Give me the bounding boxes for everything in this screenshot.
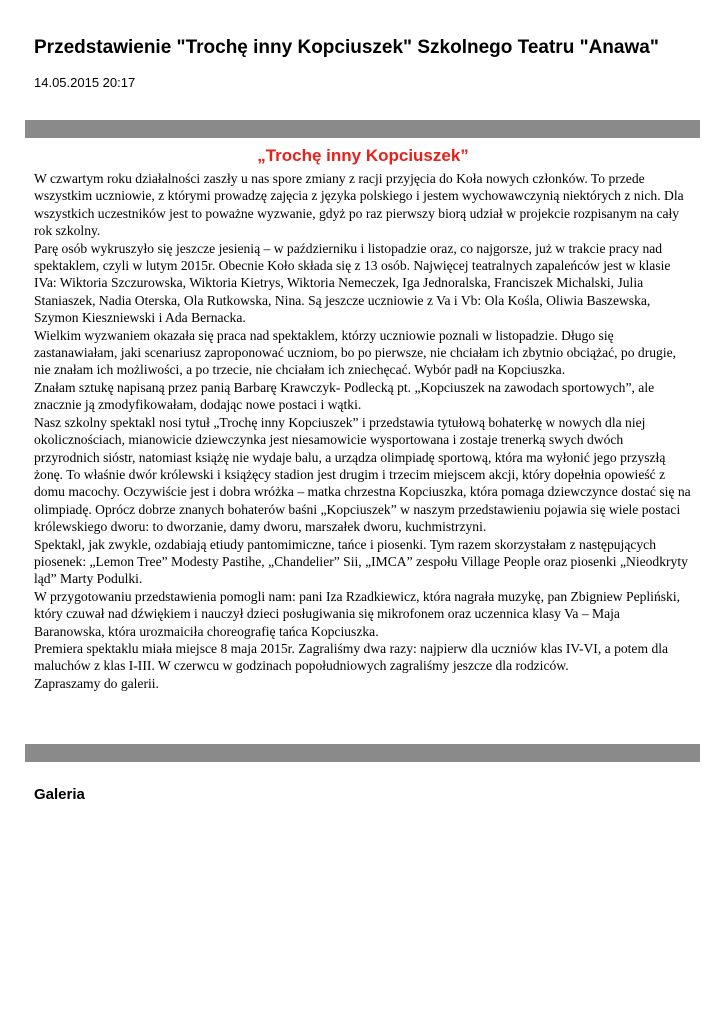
article-paragraph: Nasz szkolny spektakl nosi tytuł „Trochę inny Kopciuszek” i przedstawia tytułową bohaterkę w nowych dla niej okolicznościach, mianowicie dziewczynka jest niesamowicie wysportowana i zostaje trenerką swych dwóch przyrodnich sióstr, natomiast książę nie wydaje balu, a urządza olimpiadę sportową, która ma wyłonić jego przyszłą żonę. To właśnie dwór królewski i książęcy stadion jest drugim i trzecim miejscem akcji, który dopełnia opowieść z domu macochy. Oczywiście jest i dobra wróżka – matka chrzestna Kopciuszka, która pomaga dziewczynce dostać się na olimpiadę. Oprócz dobrze znanych bohaterów baśni „Kopciuszek” w naszym przedstawieniu pojawia się wiele postaci królewskiego dworu: to dworzanie, damy dworu, marszałek dworu, kuchmistrzyni. xyxy=(34,414,691,535)
article-body xyxy=(34,170,692,692)
article-heading: „Trochę inny Kopciuszek” xyxy=(257,146,469,165)
article-paragraph: Zapraszamy do galerii. xyxy=(34,675,159,691)
publish-date: 14.05.2015 20:17 xyxy=(34,75,136,90)
separator-bar xyxy=(25,120,700,138)
article-paragraph: Spektakl, jak zwykle, ozdabiają etiudy pantomimiczne, tańce i piosenki. Tym razem skorzystałam z następujących piosenek: „Lemon Tree” Modesty Pastihe, „Chandelier” Sii, „IMCA” zespołu Village People oraz piosenki „Nieodkryty ląd” Marty Podulki. xyxy=(34,536,688,587)
article-paragraph: W przygotowaniu przedstawienia pomogli nam: pani Iza Rzadkiewicz, która nagrała muzykę, pan Zbigniew Pepliński, który czuwał nad dźwiękiem i nauczył dzieci posługiwania się mikrofonem oraz uczennica klasy Va – Maja Baranowska, która urozmaiciła choreografię tańca Kopciuszka. xyxy=(34,588,681,639)
article-paragraph: Parę osób wykruszyło się jeszcze jesienią – w październiku i listopadzie oraz, co najgorsze, już w trakcie pracy nad spektaklem, czyli w lutym 2015r. Obecnie Koło składa się z 13 osób. Najwięcej teatralnych zapaleńców jest w klasie IVa: Wiktoria Szczurowska, Wiktoria Kietrys, Wiktoria Nemeczek, Iga Jednoralska, Franciszek Michalski, Julia Staniaszek, Nadia Oterska, Ola Rutkowska, Nina. Są jeszcze uczniowie z Va i Vb: Ola Kośla, Oliwia Baszewska, Szymon Kieszniewski i Ada Bernacka. xyxy=(34,240,671,326)
page-title: Przedstawienie "Trochę inny Kopciuszek" Szkolnego Teatru "Anawa" xyxy=(34,37,659,58)
article-paragraph: Premiera spektaklu miała miejsce 8 maja 2015r. Zagraliśmy dwa razy: najpierw dla uczniów klas IV-VI, a potem dla maluchów z klas I-III. W czerwcu w godzinach popołudniowych zagraliśmy jeszcze dla rodziców. xyxy=(34,640,669,674)
gallery-heading: Galeria xyxy=(34,786,85,803)
article-paragraph: W czwartym roku działalności zaszły u nas spore zmiany z racji przyjęcia do Koła nowych członków. To przede wszystkim uczniowie, z którymi prowadzę zajęcia z języka polskiego i jestem wychowawczynią niektórych z nich. Dla wszystkich uczestników jest to poważne wyzwanie, gdyż po raz pierwszy biorą udział w projekcie rozpisanym na cały rok szkolny. xyxy=(34,171,684,239)
article-paragraph: Znałam sztukę napisaną przez panią Barbarę Krawczyk- Podlecką pt. „Kopciuszek na zawodach sportowych”, ale znacznie ją zmodyfikowałam, dodając nowe postaci i wątki. xyxy=(34,379,655,413)
separator-bar xyxy=(25,744,700,762)
article-paragraph: Wielkim wyzwaniem okazała się praca nad spektaklem, którzy uczniowie poznali w listopadzie. Długo się zastanawiałam, jaki scenariusz zaproponować uczniom, bo po pierwsze, nie chciałam ich zbytnio obciążać, po drugie, nie znałam ich możliwości, a po trzecie, nie chciałam ich zniechęcać. Wybór padł na Kopciuszka. xyxy=(34,327,677,378)
article xyxy=(34,146,692,692)
